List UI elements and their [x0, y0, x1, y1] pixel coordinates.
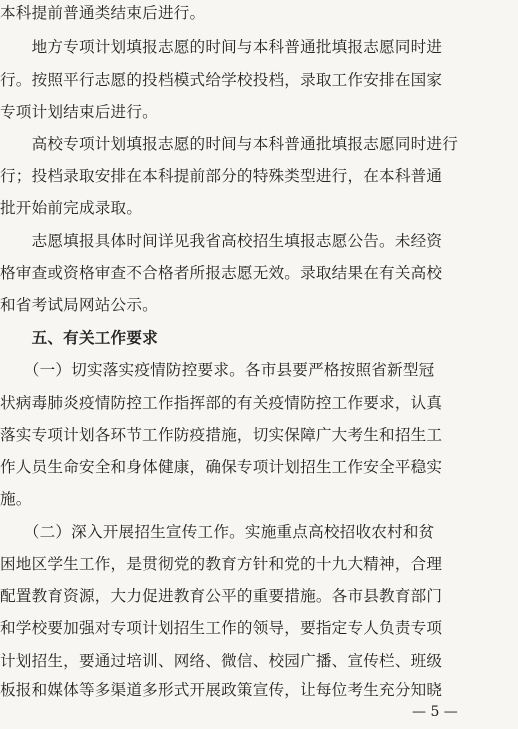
- text-line-7: 批开始前完成录取。: [0, 199, 143, 217]
- text-line-3: 行。按照平行志愿的投档模式给学校投档，录取工作安排在国家: [0, 71, 443, 89]
- text-line-21: 计划招生，要通过培训、网络、微信、校园广播、宣传栏、班级: [0, 652, 443, 670]
- text-line-6: 行；投档录取安排在本科提前部分的特殊类型进行，在本科普通: [0, 167, 443, 185]
- section-heading: 五、有关工作要求: [0, 328, 158, 347]
- text-line-18: 困地区学生工作，是贯彻党的教育方针和党的十九大精神，合理: [0, 555, 443, 573]
- text-line-17: （二）深入开展招生宣传工作。实施重点高校招收农村和贫: [0, 523, 435, 541]
- text-line-22: 板报和媒体等多渠道多形式开展政策宣传，让每位考生充分知晓: [0, 681, 443, 699]
- text-line-10: 和省考试局网站公示。: [0, 296, 158, 314]
- text-line-2: 地方专项计划填报志愿的时间与本科普通批填报志愿同时进: [0, 38, 443, 56]
- text-line-14: 落实专项计划各环节工作防疫措施，切实保障广大考生和招生工: [0, 426, 443, 444]
- text-line-1: 本科提前普通类结束后进行。: [0, 4, 206, 22]
- text-line-9: 格审查或资格审查不合格者所报志愿无效。录取结果在有关高校: [0, 264, 443, 282]
- text-line-20: 和学校要加强对专项计划招生工作的领导，要指定专人负责专项: [0, 619, 443, 637]
- text-line-5: 高校专项计划填报志愿的时间与本科普通批填报志愿同时进行: [0, 135, 459, 153]
- text-line-8: 志愿填报具体时间详见我省高校招生填报志愿公告。未经资: [0, 232, 443, 250]
- text-line-4: 专项计划结束后进行。: [0, 103, 158, 121]
- text-line-15: 作人员生命安全和身体健康，确保专项计划招生工作安全平稳实: [0, 458, 443, 476]
- text-line-13: 状病毒肺炎疫情防控工作指挥部的有关疫情防控工作要求，认真: [0, 394, 443, 412]
- text-line-12: （一）切实落实疫情防控要求。各市县要严格按照省新型冠: [0, 361, 435, 379]
- text-line-16: 施。: [0, 490, 32, 508]
- page-number: — 5 —: [412, 704, 458, 720]
- text-line-19: 配置教育资源，大力促进教育公平的重要措施。各市县教育部门: [0, 587, 443, 605]
